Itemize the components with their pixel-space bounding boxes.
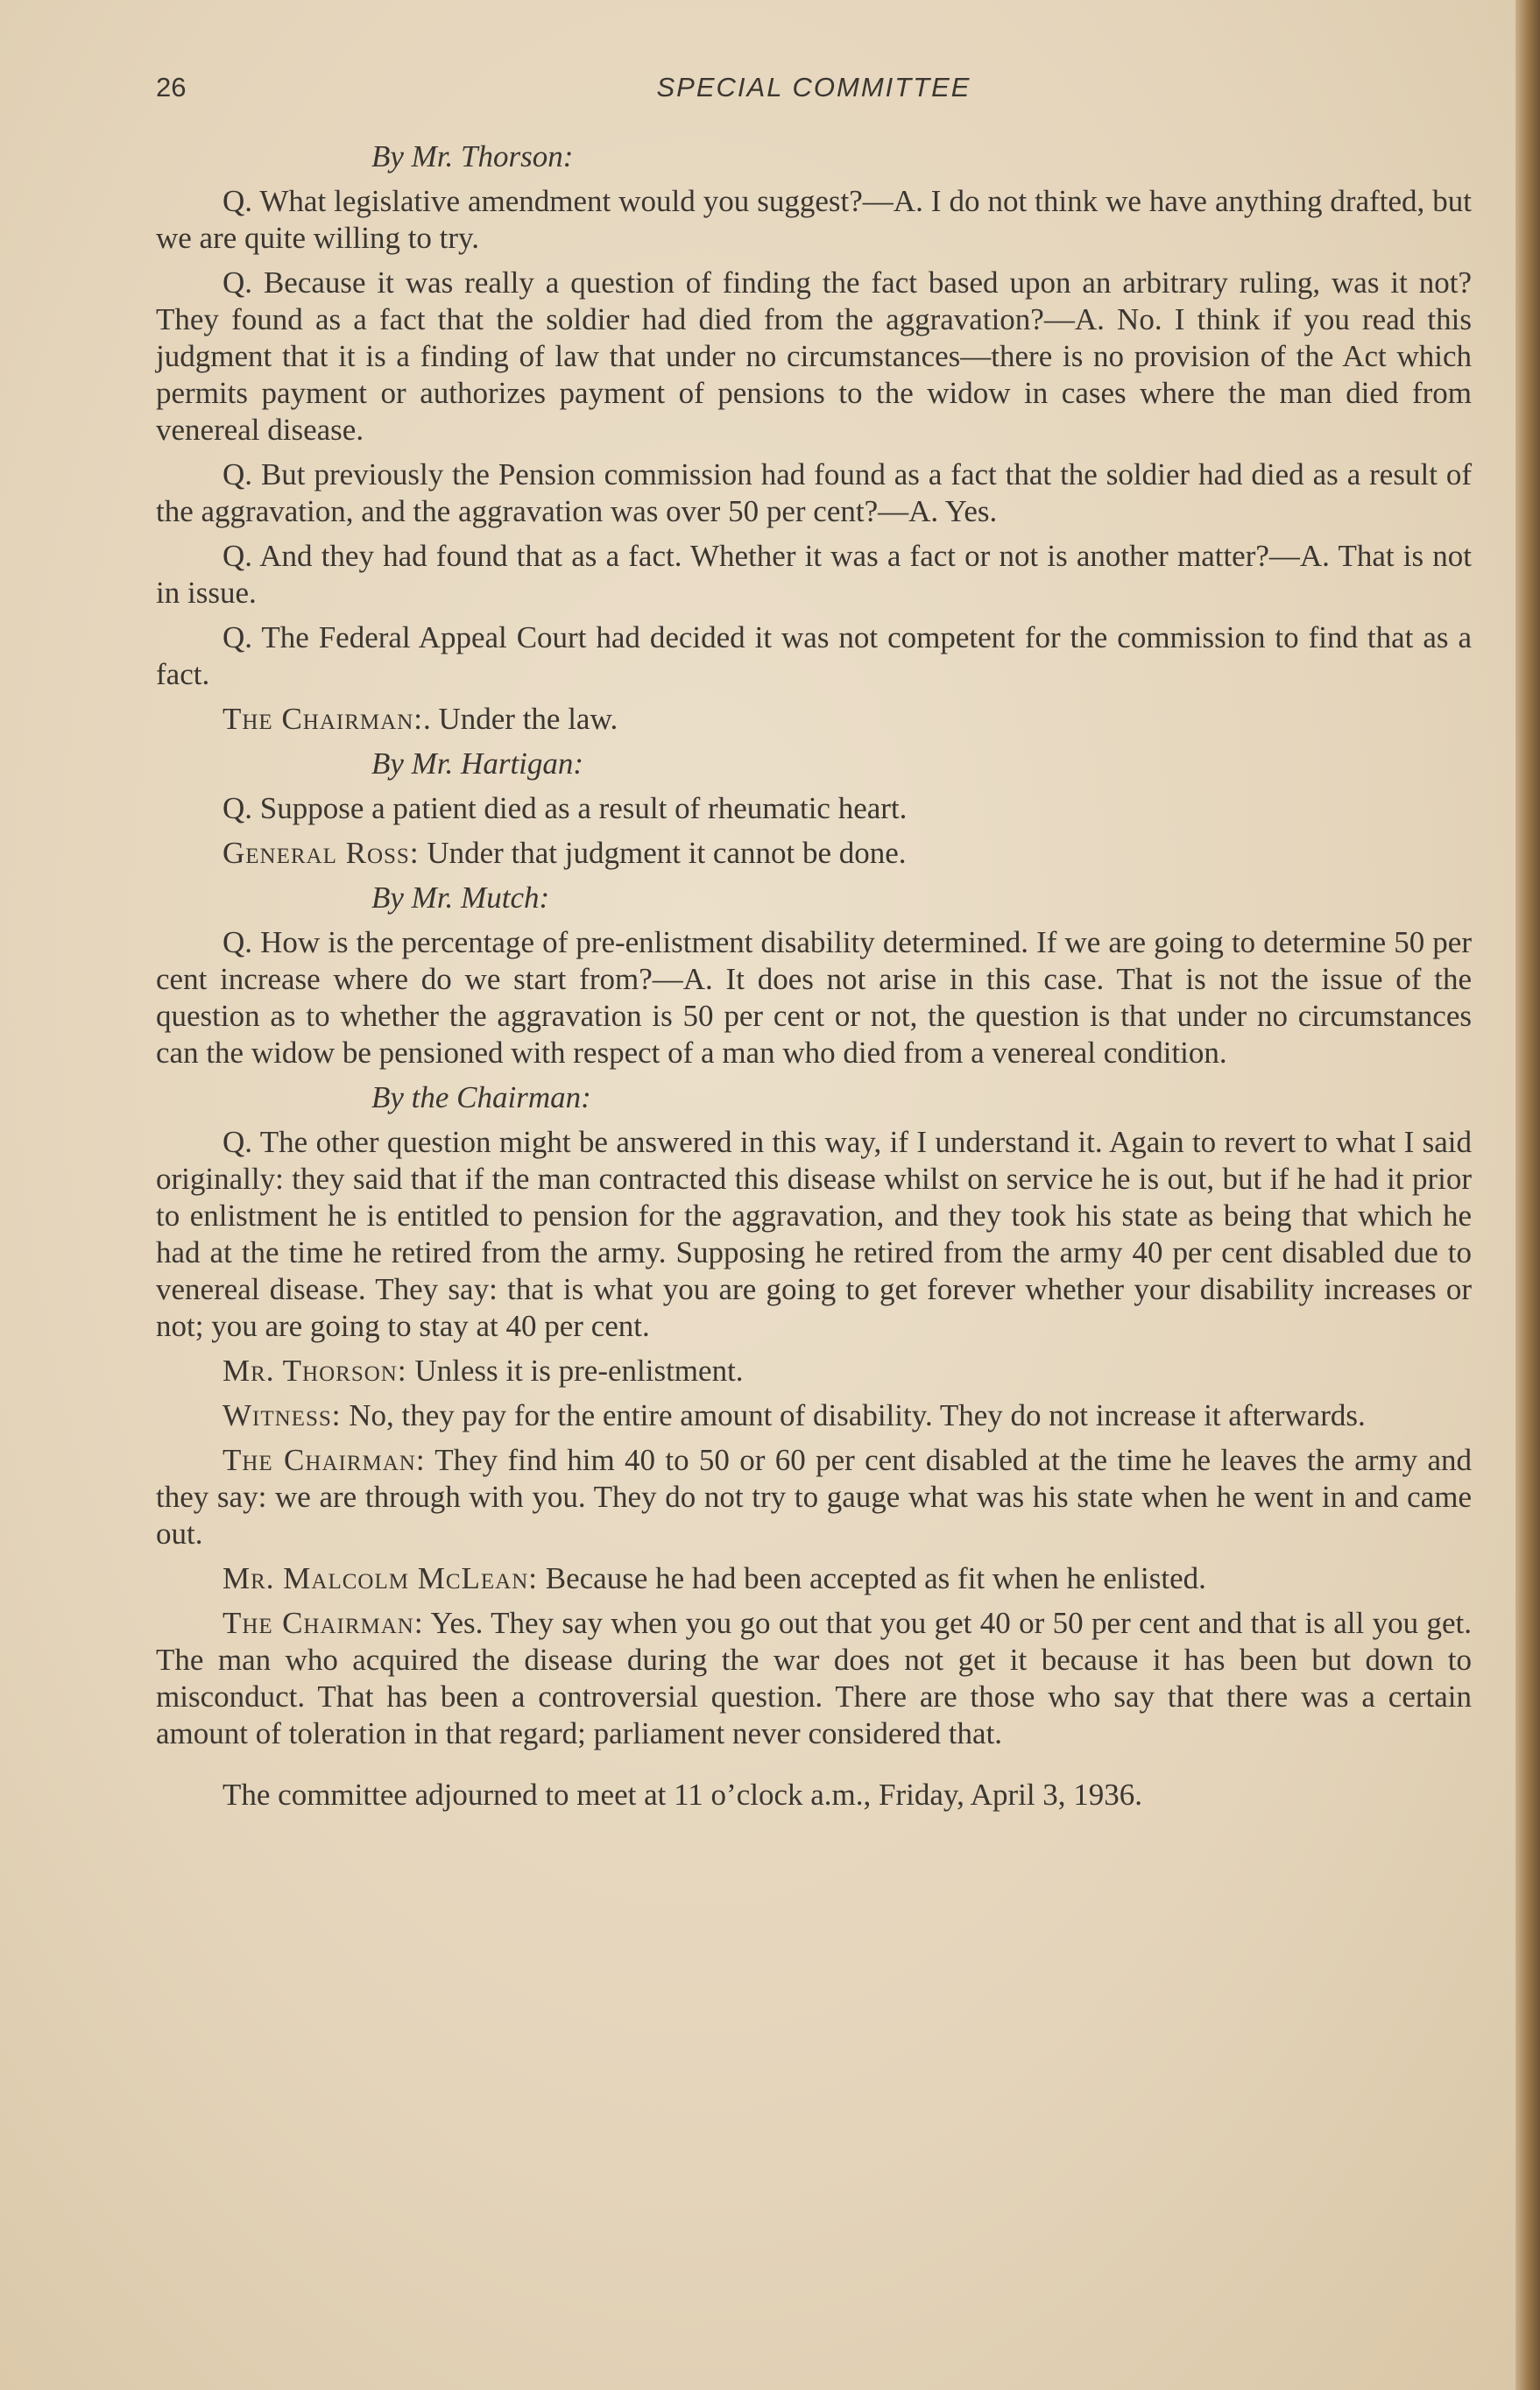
paragraph: Q. Suppose a patient died as a result of rheumatic heart.: [223, 791, 908, 825]
section-heading-thorson: By Mr. Thorson:: [371, 139, 574, 173]
paragraph: Q. What legislative amendment would you suggest?—A. I do not think we have anything drafted, but we are quite willing to try.: [156, 184, 1472, 255]
speaker-name: Mr. Malcolm McLean:: [223, 1561, 538, 1595]
speaker-name: General Ross:: [223, 836, 420, 870]
speech-text: No, they pay for the entire amount of disability. They do not increase it afterwards.: [341, 1398, 1366, 1432]
speaker-name: The Chairman:: [223, 1443, 426, 1477]
document-body: [156, 138, 1472, 1821]
page-header: [156, 72, 1472, 110]
speaker-paragraph: [156, 701, 1472, 738]
paragraph: Q. The other question might be answered in this way, if I understand it. Again to revert to what I said originally: they said that if the man contracted this disease whilst on service he is out, but if he had it prior to enlistment he is entitled to pension for the aggravation, and they took his state as being that which he had at the time he retired from the army. Supposing he retired from the army 40 per cent disabled due to venereal disease. They say: that is what you are going to get forever whether your disability increases or not; you are going to stay at 40 per cent.: [156, 1125, 1472, 1343]
paragraph: Q. And they had found that as a fact. Whether it was a fact or not is another matter?—A. That is not in issue.: [156, 539, 1472, 610]
paragraph: Q. How is the percentage of pre-enlistment disability determined. If we are going to determine 50 per cent increase where do we start from?—A. It does not arise in this case. That is not the issue of the question as to whether the aggravation is 50 per cent or not, the question is that under no circumstances can the widow be pensioned with respect of a man who died from a venereal condition.: [156, 925, 1472, 1070]
paragraph: Q. Because it was really a question of finding the fact based upon an arbitrary ruling, was it not? They found as a fact that the soldier had died from the aggravation?—A. No. I think if you read this judgment that it is a finding of law that under no circumstances—there is no provision of the Act which permits payment or authorizes payment of pensions to the widow in cases where the man died from venereal disease.: [156, 265, 1472, 447]
speaker-paragraph: [156, 1353, 1472, 1389]
speech-text: Yes. They say when you go out that you get 40 or 50 per cent and that is all you get. The man who acquired the disease during the war does not get it because it has been but down to misconduct. That has been a controversial question. There are those who say that there was a certain amount of toleration in that regard; parliament never considered that.: [156, 1606, 1472, 1750]
speaker-name: The Chairman:: [223, 702, 423, 736]
paragraph: Q. The Federal Appeal Court had decided it was not competent for the commission to find that as a fact.: [156, 620, 1472, 691]
speech-text: They find him 40 to 50 or 60 per cent disabled at the time he leaves the army and they say: we are through with you. They do not try to gauge what was his state when he went in and came out.: [156, 1443, 1472, 1551]
paragraph: Q. But previously the Pension commission had found as a fact that the soldier had died as a result of the aggravation, and the aggravation was over 50 per cent?—A. Yes.: [156, 457, 1472, 528]
page-edge: [1515, 0, 1540, 2390]
speaker-paragraph: [156, 1605, 1472, 1752]
speech-text: Because he had been accepted as fit when he enlisted.: [538, 1561, 1206, 1595]
section-heading-hartigan: By Mr. Hartigan:: [371, 746, 584, 781]
speaker-name: Mr. Thorson:: [223, 1354, 407, 1388]
speech-text: Under that judgment it cannot be done.: [419, 836, 907, 870]
speaker-name: The Chairman:: [223, 1606, 424, 1640]
adjournment-note: The committee adjourned to meet at 11 o’clock a.m., Friday, April 3, 1936.: [223, 1778, 1143, 1812]
speaker-paragraph: [156, 1442, 1472, 1552]
running-title: SPECIAL COMMITTEE: [656, 72, 971, 103]
speaker-paragraph: [156, 835, 1472, 872]
section-heading-mutch: By Mr. Mutch:: [371, 880, 550, 915]
speech-text: . Under the law.: [422, 702, 618, 736]
speech-text: Unless it is pre-enlistment.: [406, 1354, 744, 1388]
page-number: 26: [156, 72, 187, 103]
speaker-paragraph: [156, 1560, 1472, 1597]
section-heading-chairman: By the Chairman:: [371, 1080, 591, 1114]
speaker-name: Witness:: [223, 1398, 342, 1432]
speaker-paragraph: [156, 1397, 1472, 1434]
